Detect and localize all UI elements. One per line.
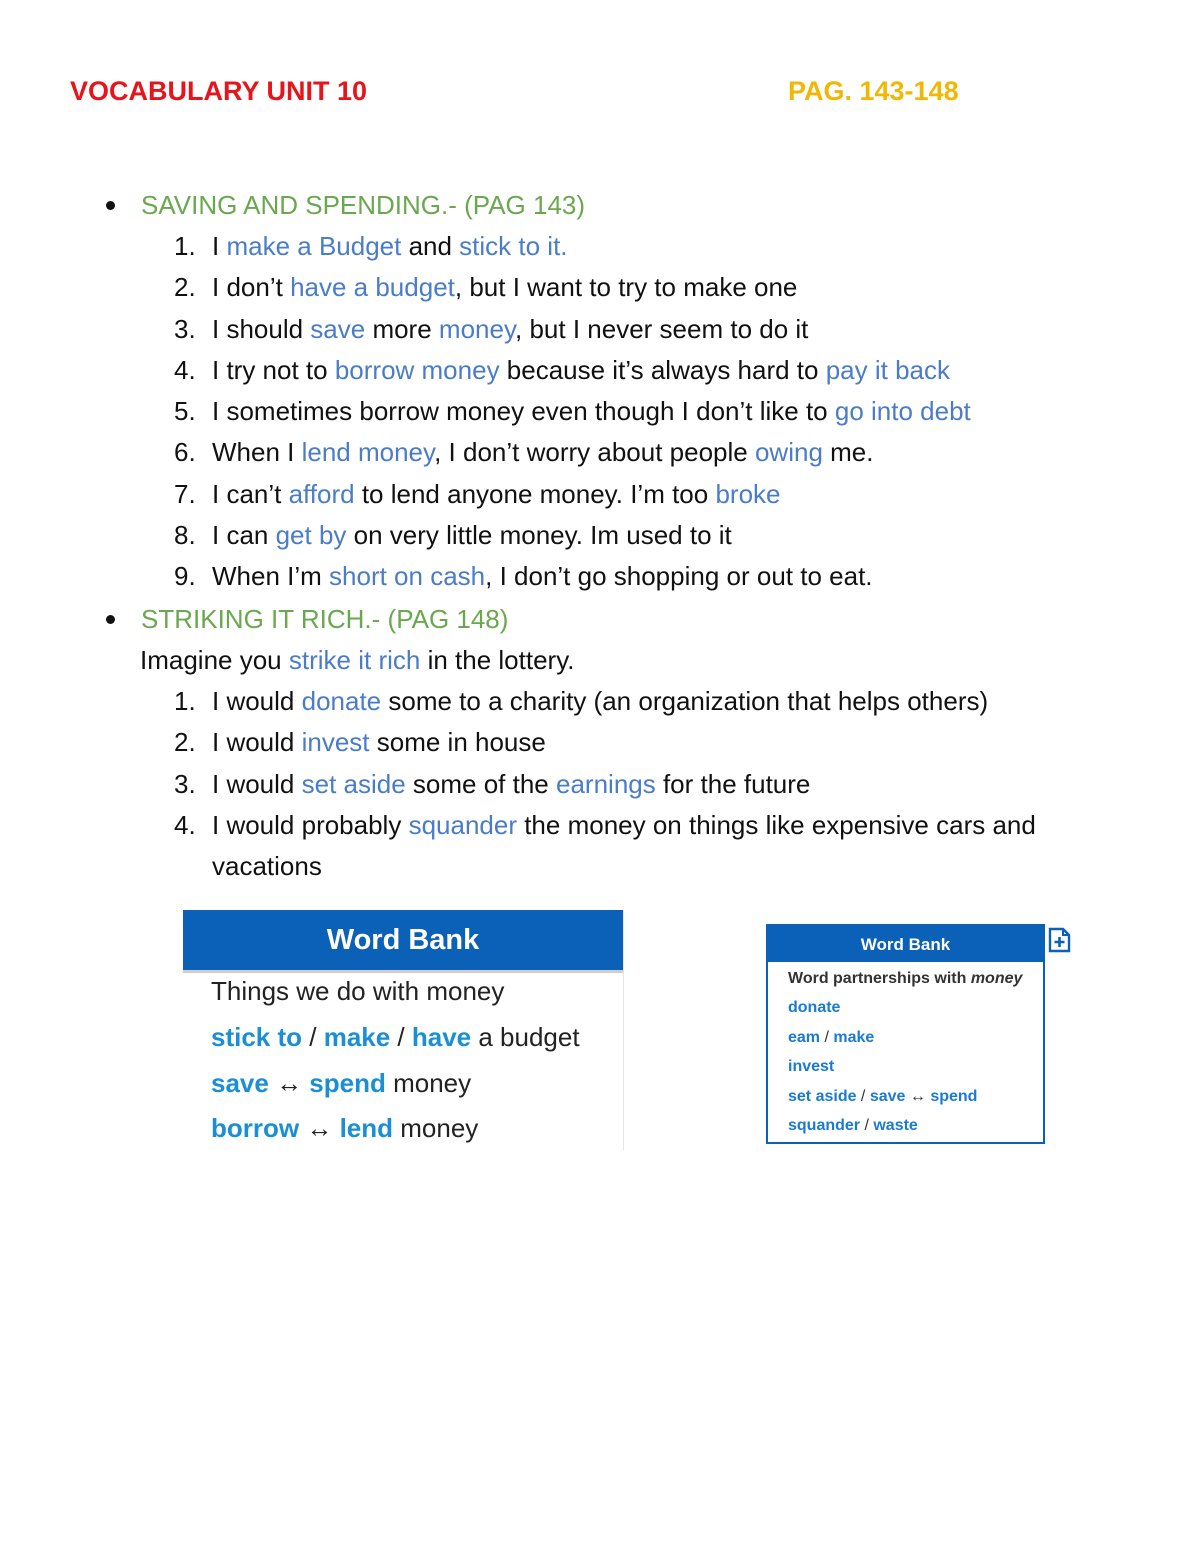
subtitle-emphasis: money (970, 970, 1023, 987)
list-item (174, 309, 1134, 350)
sentence-text: some of the (405, 768, 556, 799)
partnership-line (788, 1088, 977, 1106)
vocab-term: invest (301, 727, 370, 758)
sentence-text: and (401, 231, 460, 261)
vocab-term: strike it rich (288, 645, 421, 675)
list-text (212, 391, 1134, 432)
list-text (212, 267, 1134, 308)
sentence-text: , I don’t go shopping or out to eat. (485, 561, 873, 592)
sentence-text: more (365, 313, 439, 344)
list-item (174, 764, 1134, 805)
partnership-term: set aside (788, 1088, 857, 1105)
list-text (212, 722, 1134, 763)
list-number: 6. (174, 437, 196, 468)
sentence-text: some in house (369, 727, 546, 758)
list-number: 3. (174, 768, 196, 799)
sentence-text: I would probably (212, 809, 409, 840)
section-heading-rich-label: STRIKING IT RICH.- (PAG 148) (141, 604, 509, 634)
section-heading-rich (106, 604, 508, 635)
vocab-term: borrow money (334, 354, 500, 385)
sentence-text: on very little money. Im used to it (346, 520, 732, 551)
list-number: 4. (174, 354, 196, 385)
list-text (212, 556, 1134, 597)
sentence-text: to lend anyone money. I’m too (354, 478, 716, 509)
word-bank-term: borrow (211, 1113, 300, 1143)
list-item (174, 350, 1134, 391)
word-bank-line (211, 1113, 478, 1144)
vocab-term: make a Budget (226, 231, 402, 261)
list-number: 9. (174, 561, 196, 592)
word-bank-term: save (211, 1068, 269, 1098)
partnership-term: waste (873, 1117, 918, 1134)
partnership-term: make (833, 1029, 875, 1046)
list-item (174, 391, 1134, 432)
sentence-text: because it’s always hard to (499, 354, 826, 385)
vocab-term: money (438, 313, 516, 344)
vocab-term: have a budget (290, 272, 455, 303)
add-document-icon[interactable] (1047, 926, 1073, 954)
sentence-text: I (212, 231, 227, 261)
sentence-text: for the future (655, 768, 811, 799)
vocab-term: afford (288, 478, 355, 509)
list-number: 1. (174, 231, 196, 261)
sentence-text: me. (822, 437, 874, 468)
word-bank-text: a budget (471, 1022, 580, 1052)
vocab-term: pay it back (825, 354, 951, 385)
sentence-text: , but I want to try to make one (454, 272, 798, 303)
list-item (174, 805, 1134, 888)
sentence-text: in the lottery. (420, 645, 575, 675)
partnership-separator: / (860, 1117, 874, 1134)
word-bank-term: make (323, 1022, 391, 1052)
section-heading-saving (106, 190, 585, 221)
sentence-text: , but I never seem to do it (515, 313, 809, 344)
list-text (212, 681, 1134, 722)
list-number: 3. (174, 313, 196, 344)
list-text (212, 309, 1134, 350)
word-bank-image (183, 910, 624, 1150)
sentence-text: I don’t (212, 272, 291, 303)
word-bank-text: money (393, 1113, 479, 1143)
sentence-text: When I (212, 437, 302, 468)
list-item (174, 722, 1134, 763)
sentence-text: I should (212, 313, 311, 344)
word-bank-line (211, 1022, 580, 1053)
partnership-line: invest (788, 1058, 835, 1075)
sentence-text: the money on things like expensive cars and vacations (212, 809, 1036, 882)
partnership-separator: / (820, 1029, 834, 1046)
vocab-term: lend money (301, 437, 435, 468)
list-number: 7. (174, 478, 196, 509)
partnership-term: spend (930, 1088, 978, 1105)
list-text (212, 226, 1134, 267)
rich-list (174, 681, 1134, 887)
sentence-text: I would (212, 768, 302, 799)
word-bank-text: money (385, 1068, 472, 1098)
page-range: PAG. 143-148 (788, 76, 959, 106)
list-number: 5. (174, 396, 196, 427)
sentence-text: When I’m (212, 561, 330, 592)
word-bank-separator: / (302, 1022, 324, 1052)
double-arrow-icon: ↔ (268, 1068, 310, 1098)
double-arrow-icon: ↔ (905, 1088, 931, 1105)
list-number: 2. (174, 272, 196, 303)
list-item (174, 474, 1134, 515)
partnership-term: squander (788, 1117, 861, 1134)
sentence-text: Imagine you (140, 645, 289, 675)
list-item (174, 432, 1134, 473)
word-bank-term: spend (309, 1068, 386, 1098)
list-text (212, 432, 1134, 473)
vocab-term: save (310, 313, 366, 344)
intro-sentence (140, 645, 575, 676)
list-text (212, 805, 1134, 888)
sentence-text: I can’t (212, 478, 289, 509)
partnership-term: save (869, 1088, 906, 1105)
word-bank-subtitle: Things we do with money (211, 976, 505, 1006)
list-text (212, 474, 1134, 515)
list-text (212, 764, 1134, 805)
sentence-text: I would (212, 727, 302, 758)
saving-list (174, 226, 1134, 598)
list-item (174, 267, 1134, 308)
vocab-term: short on cash (329, 561, 486, 592)
list-number: 8. (174, 520, 196, 551)
section-heading-saving-label: SAVING AND SPENDING.- (PAG 143) (141, 190, 586, 220)
list-number: 1. (174, 686, 196, 716)
vocab-term: broke (715, 478, 781, 509)
document-title: VOCABULARY UNIT 10 (70, 76, 368, 106)
word-bank-term: lend (339, 1113, 394, 1143)
list-text (212, 515, 1134, 556)
word-bank-title: Word Bank (183, 910, 623, 973)
sentence-text: some to a charity (an organization that helps others) (381, 686, 989, 716)
vocab-term: squander (408, 809, 517, 840)
vocab-term: stick to it. (459, 231, 568, 261)
partnership-line: donate (788, 999, 841, 1016)
partnership-term: eam (788, 1029, 821, 1046)
sentence-text: I would (212, 686, 302, 716)
word-partnerships-title: Word Bank (768, 926, 1043, 962)
vocab-term: owing (754, 437, 823, 468)
list-item (174, 515, 1134, 556)
word-bank-separator: / (390, 1022, 412, 1052)
partnership-line (788, 1117, 918, 1135)
vocab-term: go into debt (834, 396, 971, 427)
word-bank-line (211, 1068, 471, 1099)
sentence-text: I can (212, 520, 276, 551)
partnership-separator: / (856, 1088, 870, 1105)
list-number: 2. (174, 727, 196, 758)
subtitle-text: Word partnerships with (788, 970, 971, 987)
list-text (212, 350, 1134, 391)
sentence-text: , I don’t worry about people (434, 437, 755, 468)
word-bank-term: stick to (211, 1022, 303, 1052)
list-item (174, 681, 1134, 722)
vocab-term: set aside (301, 768, 406, 799)
bullet-icon (106, 615, 115, 624)
list-item (174, 226, 1134, 267)
list-item (174, 556, 1134, 597)
vocab-term: get by (275, 520, 347, 551)
sentence-text: I sometimes borrow money even though I don’t like to (212, 396, 835, 427)
double-arrow-icon: ↔ (299, 1113, 340, 1143)
word-partnerships-box (766, 924, 1045, 1144)
word-bank-term: have (411, 1022, 472, 1052)
vocab-term: earnings (556, 768, 656, 799)
partnership-line (788, 1029, 874, 1047)
word-partnerships-subtitle (788, 970, 1022, 988)
sentence-text: I try not to (212, 354, 335, 385)
list-number: 4. (174, 809, 196, 840)
vocab-term: donate (301, 686, 382, 716)
bullet-icon (106, 201, 115, 210)
